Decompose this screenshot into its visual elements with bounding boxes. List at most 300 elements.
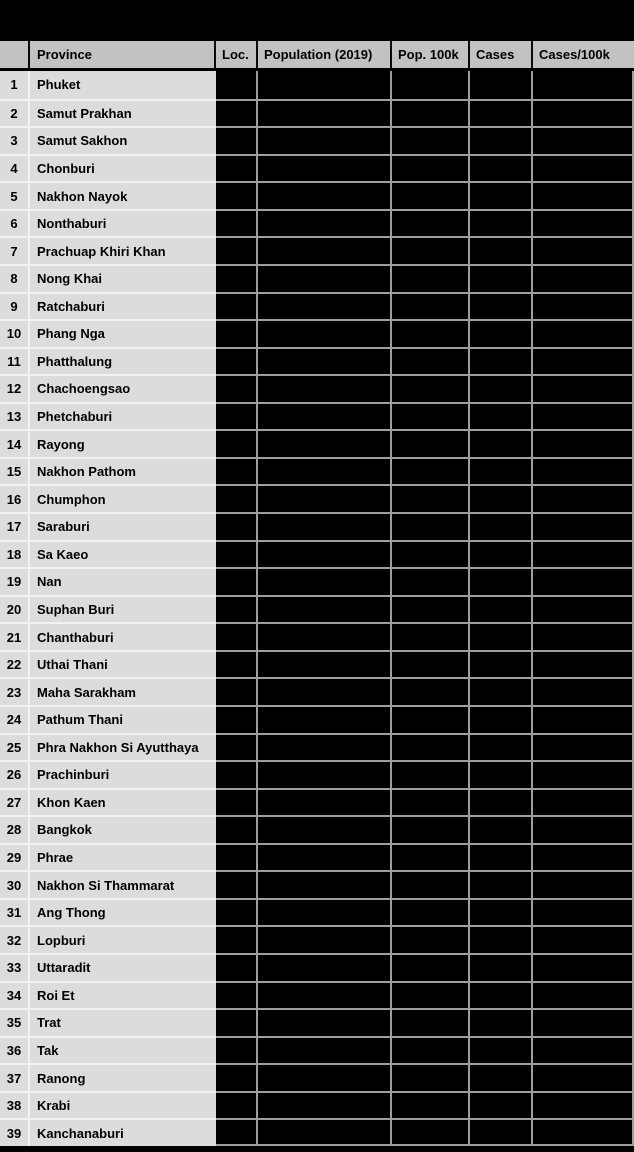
population-cell-redacted — [258, 677, 392, 705]
pop-100k-cell-redacted — [392, 1008, 470, 1036]
cases-100k-cell-redacted — [533, 512, 634, 540]
population-cell-redacted — [258, 650, 392, 678]
population-cell-redacted — [258, 1118, 392, 1146]
province-cell: Phrae — [30, 843, 216, 871]
header-index-cell — [0, 41, 30, 71]
cases-100k-cell-redacted — [533, 788, 634, 816]
table-row — [0, 457, 634, 485]
loc-cell-redacted — [216, 677, 258, 705]
cases-cell-redacted — [470, 1036, 533, 1064]
row-index-cell: 3 — [0, 126, 30, 154]
row-index-cell: 38 — [0, 1091, 30, 1119]
table-row — [0, 953, 634, 981]
row-index-cell: 36 — [0, 1036, 30, 1064]
pop-100k-cell-redacted — [392, 374, 470, 402]
population-cell-redacted — [258, 1008, 392, 1036]
row-index-cell: 30 — [0, 870, 30, 898]
population-cell-redacted — [258, 925, 392, 953]
row-index-cell: 31 — [0, 898, 30, 926]
cases-100k-cell-redacted — [533, 925, 634, 953]
cases-100k-cell-redacted — [533, 154, 634, 182]
province-cell: Nan — [30, 567, 216, 595]
cases-100k-cell-redacted — [533, 705, 634, 733]
loc-cell-redacted — [216, 567, 258, 595]
loc-cell-redacted — [216, 347, 258, 375]
cases-100k-cell-redacted — [533, 677, 634, 705]
province-cell: Chumphon — [30, 484, 216, 512]
table-row — [0, 347, 634, 375]
row-index-cell: 35 — [0, 1008, 30, 1036]
population-cell-redacted — [258, 595, 392, 623]
province-cell: Krabi — [30, 1091, 216, 1119]
pop-100k-cell-redacted — [392, 843, 470, 871]
cases-cell-redacted — [470, 99, 533, 127]
loc-cell-redacted — [216, 540, 258, 568]
cases-100k-cell-redacted — [533, 319, 634, 347]
pop-100k-cell-redacted — [392, 870, 470, 898]
row-index-cell: 22 — [0, 650, 30, 678]
table-row — [0, 898, 634, 926]
table-body — [0, 71, 634, 1146]
pop-100k-cell-redacted — [392, 457, 470, 485]
province-cell: Sa Kaeo — [30, 540, 216, 568]
table-row — [0, 705, 634, 733]
loc-cell-redacted — [216, 484, 258, 512]
table-row — [0, 981, 634, 1009]
row-index-cell: 16 — [0, 484, 30, 512]
loc-cell-redacted — [216, 760, 258, 788]
cases-100k-cell-redacted — [533, 181, 634, 209]
pop-100k-cell-redacted — [392, 1063, 470, 1091]
loc-cell-redacted — [216, 236, 258, 264]
pop-100k-cell-redacted — [392, 677, 470, 705]
province-cell: Phuket — [30, 71, 216, 99]
loc-cell-redacted — [216, 71, 258, 99]
loc-cell-redacted — [216, 705, 258, 733]
cases-cell-redacted — [470, 484, 533, 512]
pop-100k-cell-redacted — [392, 429, 470, 457]
population-cell-redacted — [258, 181, 392, 209]
population-cell-redacted — [258, 236, 392, 264]
table-row — [0, 236, 634, 264]
cases-100k-cell-redacted — [533, 292, 634, 320]
population-cell-redacted — [258, 209, 392, 237]
province-cell: Saraburi — [30, 512, 216, 540]
row-index-cell: 33 — [0, 953, 30, 981]
loc-cell-redacted — [216, 264, 258, 292]
pop-100k-cell-redacted — [392, 209, 470, 237]
row-index-cell: 2 — [0, 99, 30, 127]
cases-cell-redacted — [470, 429, 533, 457]
table-row — [0, 429, 634, 457]
loc-cell-redacted — [216, 292, 258, 320]
province-cell: Tak — [30, 1036, 216, 1064]
population-cell-redacted — [258, 567, 392, 595]
cases-cell-redacted — [470, 898, 533, 926]
loc-cell-redacted — [216, 319, 258, 347]
table-row — [0, 1008, 634, 1036]
row-index-cell: 39 — [0, 1118, 30, 1146]
loc-cell-redacted — [216, 898, 258, 926]
cases-100k-cell-redacted — [533, 1063, 634, 1091]
province-cell: Chachoengsao — [30, 374, 216, 402]
cases-100k-cell-redacted — [533, 457, 634, 485]
row-index-cell: 10 — [0, 319, 30, 347]
cases-100k-cell-redacted — [533, 595, 634, 623]
cases-cell-redacted — [470, 236, 533, 264]
table-row — [0, 319, 634, 347]
province-cell: Trat — [30, 1008, 216, 1036]
loc-cell-redacted — [216, 209, 258, 237]
loc-cell-redacted — [216, 788, 258, 816]
table-row — [0, 595, 634, 623]
row-index-cell: 19 — [0, 567, 30, 595]
province-cell: Ranong — [30, 1063, 216, 1091]
cases-cell-redacted — [470, 374, 533, 402]
loc-cell-redacted — [216, 429, 258, 457]
row-index-cell: 18 — [0, 540, 30, 568]
population-cell-redacted — [258, 760, 392, 788]
table-row — [0, 154, 634, 182]
population-cell-redacted — [258, 788, 392, 816]
table-row — [0, 925, 634, 953]
pop-100k-cell-redacted — [392, 788, 470, 816]
table-row — [0, 1091, 634, 1119]
province-cell: Nakhon Pathom — [30, 457, 216, 485]
province-cell: Prachinburi — [30, 760, 216, 788]
table-row — [0, 815, 634, 843]
cases-100k-cell-redacted — [533, 870, 634, 898]
table-row — [0, 733, 634, 761]
row-index-cell: 1 — [0, 71, 30, 99]
row-index-cell: 14 — [0, 429, 30, 457]
population-cell-redacted — [258, 1063, 392, 1091]
loc-cell-redacted — [216, 595, 258, 623]
loc-cell-redacted — [216, 953, 258, 981]
cases-cell-redacted — [470, 181, 533, 209]
cases-100k-cell-redacted — [533, 402, 634, 430]
province-cell: Kanchanaburi — [30, 1118, 216, 1146]
table-row — [0, 71, 634, 99]
row-index-cell: 11 — [0, 347, 30, 375]
cases-100k-cell-redacted — [533, 733, 634, 761]
loc-cell-redacted — [216, 126, 258, 154]
pop-100k-cell-redacted — [392, 760, 470, 788]
province-cell: Chanthaburi — [30, 622, 216, 650]
table-row — [0, 843, 634, 871]
table-row — [0, 264, 634, 292]
population-cell-redacted — [258, 540, 392, 568]
table-row — [0, 1036, 634, 1064]
row-index-cell: 24 — [0, 705, 30, 733]
pop-100k-cell-redacted — [392, 595, 470, 623]
cases-100k-cell-redacted — [533, 99, 634, 127]
pop-100k-cell-redacted — [392, 126, 470, 154]
pop-100k-cell-redacted — [392, 347, 470, 375]
row-index-cell: 28 — [0, 815, 30, 843]
loc-cell-redacted — [216, 1008, 258, 1036]
pop-100k-cell-redacted — [392, 1036, 470, 1064]
province-cell: Pathum Thani — [30, 705, 216, 733]
province-cell: Chonburi — [30, 154, 216, 182]
cases-cell-redacted — [470, 1063, 533, 1091]
pop-100k-cell-redacted — [392, 925, 470, 953]
pop-100k-cell-redacted — [392, 484, 470, 512]
table-row — [0, 126, 634, 154]
province-cell: Samut Prakhan — [30, 99, 216, 127]
row-index-cell: 7 — [0, 236, 30, 264]
cases-100k-cell-redacted — [533, 1118, 634, 1146]
table-row — [0, 512, 634, 540]
province-cell: Phang Nga — [30, 319, 216, 347]
table-row — [0, 870, 634, 898]
pop-100k-cell-redacted — [392, 402, 470, 430]
table-row — [0, 1063, 634, 1091]
row-index-cell: 17 — [0, 512, 30, 540]
population-cell-redacted — [258, 99, 392, 127]
province-cell: Roi Et — [30, 981, 216, 1009]
pop-100k-cell-redacted — [392, 650, 470, 678]
population-cell-redacted — [258, 71, 392, 99]
province-cell: Nakhon Nayok — [30, 181, 216, 209]
population-cell-redacted — [258, 319, 392, 347]
cases-cell-redacted — [470, 347, 533, 375]
cases-cell-redacted — [470, 402, 533, 430]
cases-cell-redacted — [470, 650, 533, 678]
header-pop-100k: Pop. 100k — [392, 41, 470, 71]
row-index-cell: 21 — [0, 622, 30, 650]
loc-cell-redacted — [216, 981, 258, 1009]
province-cell: Uthai Thani — [30, 650, 216, 678]
loc-cell-redacted — [216, 181, 258, 209]
row-index-cell: 23 — [0, 677, 30, 705]
population-cell-redacted — [258, 374, 392, 402]
cases-100k-cell-redacted — [533, 650, 634, 678]
province-cell: Nong Khai — [30, 264, 216, 292]
cases-100k-cell-redacted — [533, 815, 634, 843]
population-cell-redacted — [258, 347, 392, 375]
population-cell-redacted — [258, 292, 392, 320]
cases-cell-redacted — [470, 622, 533, 650]
province-cell: Nakhon Si Thammarat — [30, 870, 216, 898]
pop-100k-cell-redacted — [392, 1091, 470, 1119]
row-index-cell: 5 — [0, 181, 30, 209]
pop-100k-cell-redacted — [392, 953, 470, 981]
cases-100k-cell-redacted — [533, 540, 634, 568]
population-cell-redacted — [258, 457, 392, 485]
cases-100k-cell-redacted — [533, 843, 634, 871]
loc-cell-redacted — [216, 650, 258, 678]
cases-cell-redacted — [470, 540, 533, 568]
row-index-cell: 25 — [0, 733, 30, 761]
loc-cell-redacted — [216, 99, 258, 127]
header-cases: Cases — [470, 41, 533, 71]
pop-100k-cell-redacted — [392, 99, 470, 127]
header-cases-100k: Cases/100k — [533, 41, 634, 71]
province-cell: Nonthaburi — [30, 209, 216, 237]
table-row — [0, 622, 634, 650]
cases-cell-redacted — [470, 705, 533, 733]
cases-cell-redacted — [470, 567, 533, 595]
cases-100k-cell-redacted — [533, 1091, 634, 1119]
population-cell-redacted — [258, 1036, 392, 1064]
cases-cell-redacted — [470, 981, 533, 1009]
table-row — [0, 760, 634, 788]
population-cell-redacted — [258, 733, 392, 761]
table-row — [0, 402, 634, 430]
province-cell: Phra Nakhon Si Ayutthaya — [30, 733, 216, 761]
cases-100k-cell-redacted — [533, 567, 634, 595]
cases-cell-redacted — [470, 126, 533, 154]
population-cell-redacted — [258, 705, 392, 733]
province-cell: Khon Kaen — [30, 788, 216, 816]
cases-100k-cell-redacted — [533, 622, 634, 650]
table-row — [0, 788, 634, 816]
cases-100k-cell-redacted — [533, 236, 634, 264]
loc-cell-redacted — [216, 1036, 258, 1064]
cases-100k-cell-redacted — [533, 953, 634, 981]
row-index-cell: 34 — [0, 981, 30, 1009]
cases-cell-redacted — [470, 925, 533, 953]
table-row — [0, 1118, 634, 1146]
province-cell: Uttaradit — [30, 953, 216, 981]
pop-100k-cell-redacted — [392, 1118, 470, 1146]
loc-cell-redacted — [216, 457, 258, 485]
cases-cell-redacted — [470, 1091, 533, 1119]
province-cell: Ang Thong — [30, 898, 216, 926]
pop-100k-cell-redacted — [392, 71, 470, 99]
table-row — [0, 181, 634, 209]
table-row — [0, 292, 634, 320]
cases-100k-cell-redacted — [533, 898, 634, 926]
cases-100k-cell-redacted — [533, 484, 634, 512]
cases-100k-cell-redacted — [533, 126, 634, 154]
cases-100k-cell-redacted — [533, 429, 634, 457]
loc-cell-redacted — [216, 374, 258, 402]
cases-cell-redacted — [470, 512, 533, 540]
population-cell-redacted — [258, 622, 392, 650]
loc-cell-redacted — [216, 815, 258, 843]
cases-cell-redacted — [470, 292, 533, 320]
table-header-row — [0, 41, 634, 71]
province-cell: Samut Sakhon — [30, 126, 216, 154]
row-index-cell: 32 — [0, 925, 30, 953]
loc-cell-redacted — [216, 154, 258, 182]
pop-100k-cell-redacted — [392, 733, 470, 761]
population-cell-redacted — [258, 264, 392, 292]
province-cell: Suphan Buri — [30, 595, 216, 623]
cases-cell-redacted — [470, 1008, 533, 1036]
pop-100k-cell-redacted — [392, 622, 470, 650]
population-cell-redacted — [258, 981, 392, 1009]
cases-cell-redacted — [470, 815, 533, 843]
row-index-cell: 29 — [0, 843, 30, 871]
population-cell-redacted — [258, 126, 392, 154]
population-cell-redacted — [258, 815, 392, 843]
pop-100k-cell-redacted — [392, 567, 470, 595]
loc-cell-redacted — [216, 843, 258, 871]
row-index-cell: 12 — [0, 374, 30, 402]
table-row — [0, 650, 634, 678]
population-cell-redacted — [258, 1091, 392, 1119]
cases-100k-cell-redacted — [533, 71, 634, 99]
cases-cell-redacted — [470, 457, 533, 485]
loc-cell-redacted — [216, 1118, 258, 1146]
table-row — [0, 484, 634, 512]
cases-cell-redacted — [470, 760, 533, 788]
loc-cell-redacted — [216, 1063, 258, 1091]
pop-100k-cell-redacted — [392, 898, 470, 926]
row-index-cell: 20 — [0, 595, 30, 623]
loc-cell-redacted — [216, 870, 258, 898]
table-row — [0, 567, 634, 595]
cases-100k-cell-redacted — [533, 981, 634, 1009]
row-index-cell: 4 — [0, 154, 30, 182]
population-cell-redacted — [258, 953, 392, 981]
province-cell: Ratchaburi — [30, 292, 216, 320]
loc-cell-redacted — [216, 512, 258, 540]
table-row — [0, 209, 634, 237]
table-row — [0, 540, 634, 568]
province-cell: Phetchaburi — [30, 402, 216, 430]
pop-100k-cell-redacted — [392, 292, 470, 320]
population-cell-redacted — [258, 154, 392, 182]
population-cell-redacted — [258, 870, 392, 898]
population-cell-redacted — [258, 402, 392, 430]
cases-cell-redacted — [470, 595, 533, 623]
row-index-cell: 8 — [0, 264, 30, 292]
population-cell-redacted — [258, 429, 392, 457]
cases-cell-redacted — [470, 319, 533, 347]
pop-100k-cell-redacted — [392, 181, 470, 209]
cases-cell-redacted — [470, 677, 533, 705]
pop-100k-cell-redacted — [392, 705, 470, 733]
province-cell: Prachuap Khiri Khan — [30, 236, 216, 264]
pop-100k-cell-redacted — [392, 319, 470, 347]
cases-100k-cell-redacted — [533, 264, 634, 292]
cases-100k-cell-redacted — [533, 374, 634, 402]
header-loc: Loc. — [216, 41, 258, 71]
province-cell: Maha Sarakham — [30, 677, 216, 705]
province-cell: Phatthalung — [30, 347, 216, 375]
cases-cell-redacted — [470, 733, 533, 761]
cases-cell-redacted — [470, 209, 533, 237]
cases-cell-redacted — [470, 154, 533, 182]
pop-100k-cell-redacted — [392, 815, 470, 843]
row-index-cell: 15 — [0, 457, 30, 485]
cases-100k-cell-redacted — [533, 209, 634, 237]
cases-cell-redacted — [470, 788, 533, 816]
loc-cell-redacted — [216, 733, 258, 761]
province-cell: Bangkok — [30, 815, 216, 843]
cases-cell-redacted — [470, 71, 533, 99]
row-index-cell: 13 — [0, 402, 30, 430]
cases-100k-cell-redacted — [533, 1008, 634, 1036]
loc-cell-redacted — [216, 622, 258, 650]
cases-cell-redacted — [470, 953, 533, 981]
row-index-cell: 9 — [0, 292, 30, 320]
population-cell-redacted — [258, 484, 392, 512]
population-cell-redacted — [258, 843, 392, 871]
cases-cell-redacted — [470, 264, 533, 292]
loc-cell-redacted — [216, 1091, 258, 1119]
row-index-cell: 37 — [0, 1063, 30, 1091]
province-table — [0, 41, 634, 1146]
loc-cell-redacted — [216, 925, 258, 953]
cases-100k-cell-redacted — [533, 1036, 634, 1064]
population-cell-redacted — [258, 898, 392, 926]
table-row — [0, 677, 634, 705]
